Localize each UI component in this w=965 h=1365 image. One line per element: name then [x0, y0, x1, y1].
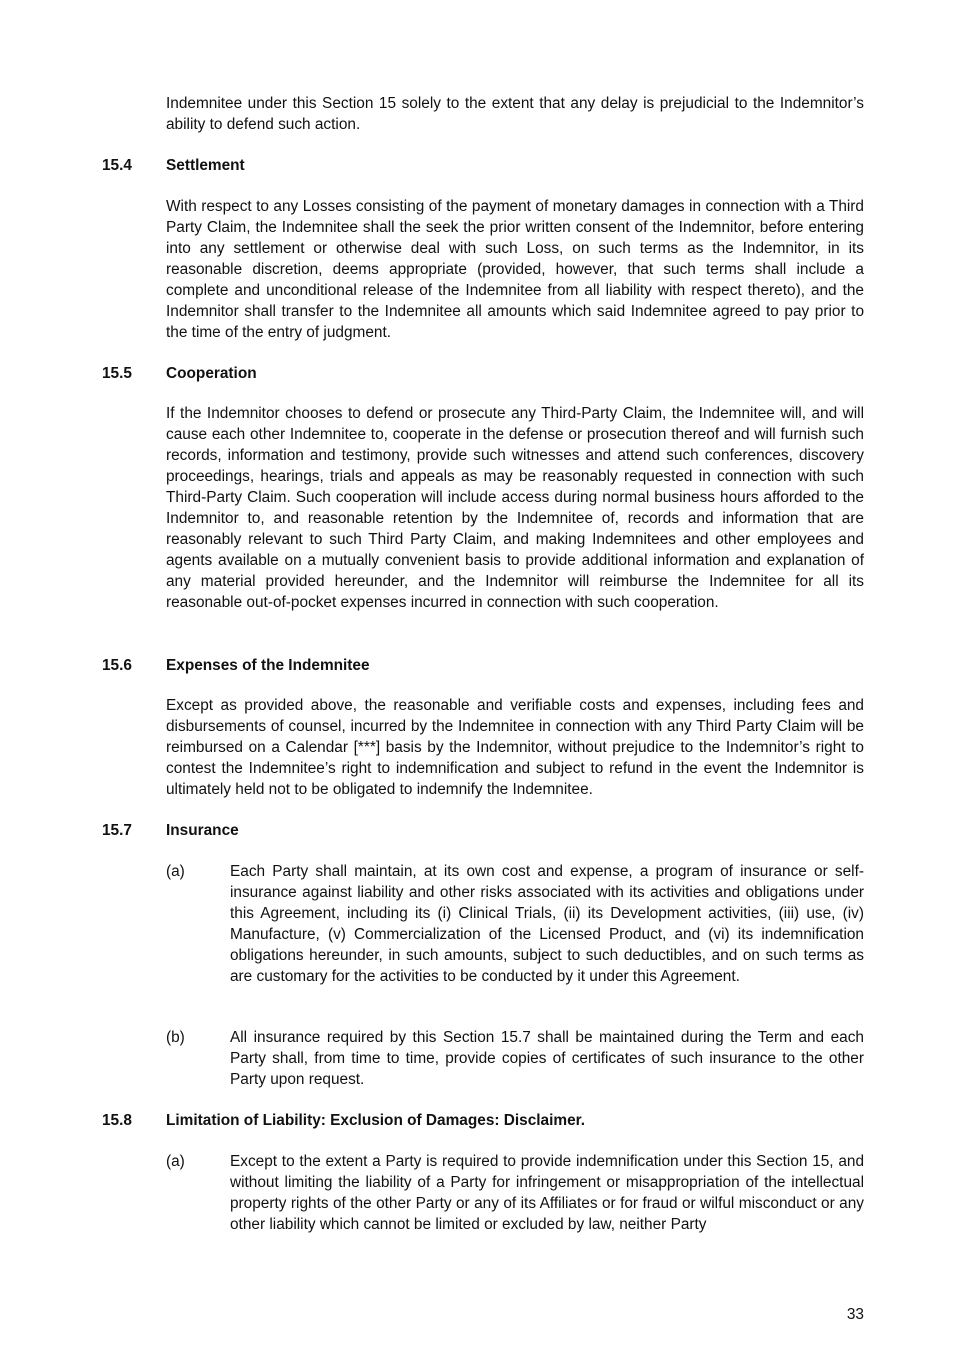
section-15-6-heading — [102, 655, 864, 676]
section-number: 15.4 — [102, 157, 132, 174]
page-number: 33 — [846, 1306, 864, 1323]
list-item-label: (b) — [166, 1029, 185, 1046]
section-15-5-body: If the Indemnitor chooses to defend or prosecute any Third-Party Claim, the Indemnitee will, and will cause each other Indemnitee to, cooperate in the defense or prosecution thereof and will furnish such records, information and testimony, provide such witnesses and attend such conferences, discovery proceedings, hearings, trials and appeals as may be reasonably requested in connection with such Third-Party Claim. Such cooperation will include access during normal business hours afforded to the Indemnitor to, and reasonable retention by the Indemnitee of, records and information that are reasonably relevant to such Third Party Claim, and making Indemnitees and other employees and agents available on a mutually convenient basis to provide additional information and explanation of any material provided hereunder, and the Indemnitor will reimburse the Indemnitee for all its reasonable out-of-pocket expenses incurred in connection with such cooperation. — [166, 405, 864, 611]
section-title: Cooperation — [166, 365, 257, 382]
intro-paragraph: Indemnitee under this Section 15 solely to the extent that any delay is prejudicial to the Indemnitor’s ability to defend such action. — [166, 95, 864, 133]
section-title: Expenses of the Indemnitee — [166, 657, 370, 674]
section-15-4-body: With respect to any Losses consisting of the payment of monetary damages in connection with a Third Party Claim, the Indemnitee shall the seek the prior written consent of the Indemnitor, before entering into any settlement or otherwise deal with such Loss, on such terms as the Indemnitor, in its reasonable discretion, deems appropriate (provided, however, that such terms shall include a complete and unconditional release of the Indemnitee from all liability with respect thereto), and the Indemnitor shall transfer to the Indemnitee all amounts which said Indemnitee agreed to pay prior to the time of the entry of judgment. — [166, 198, 864, 341]
list-item-text: Each Party shall maintain, at its own cost and expense, a program of insurance or self-insurance against liability and other risks associated with its activities and obligations under this Agreement, including its (i) Clinical Trials, (ii) its Development activities, (iii) use, (iv) Manufacture, (v) Commercialization of the Licensed Product, and (vi) its indemnification obligations hereunder, in such amounts, subject to such deductibles, and on such terms as are customary for the activities to be conducted by it under this Agreement. — [230, 863, 864, 985]
section-15-7-heading — [102, 820, 864, 841]
section-title: Insurance — [166, 822, 239, 839]
section-title: Settlement — [166, 157, 245, 174]
section-15-4-heading — [102, 155, 864, 176]
section-number: 15.6 — [102, 657, 132, 674]
list-item — [166, 1027, 864, 1090]
section-15-6-body: Except as provided above, the reasonable and verifiable costs and expenses, including fees and disbursements of counsel, incurred by the Indemnitee in connection with any Third Party Claim will be reimbursed on a Calendar [***] basis by the Indemnitor, without prejudice to the Indemnitor’s right to contest the Indemnitee’s right to indemnification and subject to refund in the event the Indemnitor is ultimately held not to be obligated to indemnify the Indemnitee. — [166, 697, 864, 798]
section-15-8-heading — [102, 1110, 864, 1131]
section-title: Limitation of Liability: Exclusion of Damages: Disclaimer. — [166, 1112, 586, 1129]
list-item-label: (a) — [166, 1153, 185, 1170]
list-item-text: All insurance required by this Section 15.7 shall be maintained during the Term and each Party shall, from time to time, provide copies of certificates of such insurance to the other Party upon request. — [230, 1029, 864, 1088]
list-item-label: (a) — [166, 863, 185, 880]
list-item — [166, 1151, 864, 1235]
list-item-text: Except to the extent a Party is required to provide indemnification under this Section 15, and without limiting the liability of a Party for infringement or misappropriation of the intellectual property rights of the other Party or any of its Affiliates or for fraud or wilful misconduct or any other liability which cannot be limited or excluded by law, neither Party — [230, 1153, 864, 1233]
section-15-5-heading — [102, 363, 864, 384]
list-item — [166, 861, 864, 987]
section-number: 15.7 — [102, 822, 132, 839]
section-number: 15.8 — [102, 1112, 132, 1129]
section-number: 15.5 — [102, 365, 132, 382]
